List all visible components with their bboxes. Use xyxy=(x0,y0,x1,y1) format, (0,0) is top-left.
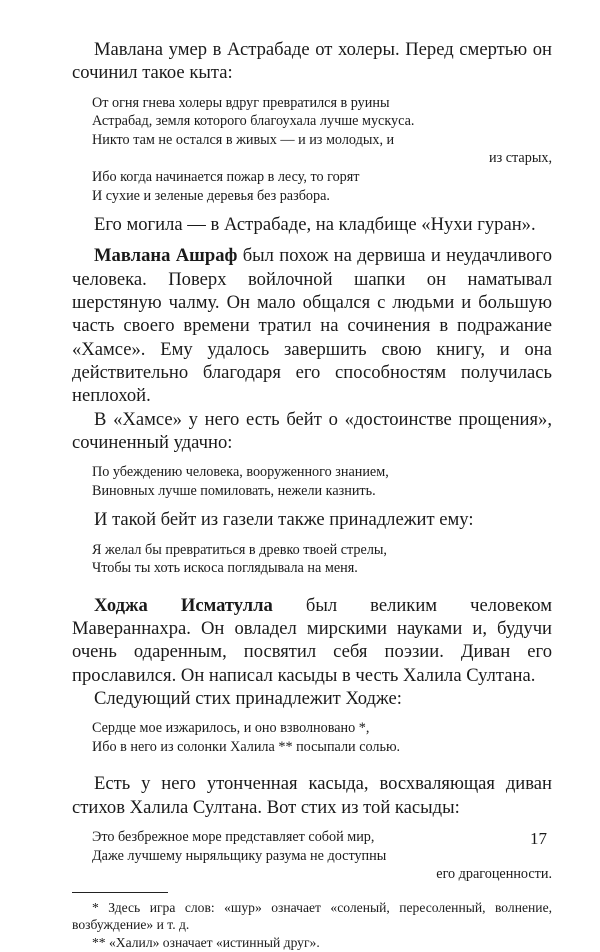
paragraph-mavlana-ashraf xyxy=(72,244,552,407)
verse-line: Даже лучшему ныряльщику разума не доступны xyxy=(92,847,387,864)
paragraph-text: был похож на дервиша и неудачливого человека. Поверх войлочной шапки он наматывал шерстяную чалму. Он мало общался с людьми и большую часть своего времени тратил на сочинения в подражание «Хамсе». Ему удалось завершить свою книгу, и она действительно благодаря его способностям получилась неплохой. xyxy=(72,245,552,407)
footnote-1: * Здесь игра слов: «шур» означает «соленый, пересоленный, волнение, возбуждение» и т. д. xyxy=(72,899,552,933)
verse-line: Ибо когда начинается пожар в лесу, то горят xyxy=(92,168,360,185)
paragraph-text: был великим человеком Мавераннахра. Он овладел мирскими науками и, будучи очень одаренным, посвятил себя поэзии. Диван его прославился. Он написал касыды в честь Халила Султана. xyxy=(72,594,553,686)
name-khodja-ismatulla: Ходжа Исматулла xyxy=(94,594,273,616)
verse-line: Виновных лучше помиловать, нежели казнить. xyxy=(92,482,376,499)
verse-line-continuation: из старых, xyxy=(489,150,552,167)
verse-line: Астрабад, земля которого благоухала лучше мускуса. xyxy=(92,113,415,130)
paragraph-kasyda: Есть у него утонченная касыда, восхваляющая диван стихов Халила Султана. Вот стих из той касыды: xyxy=(72,773,552,818)
footnote-2: ** «Халил» означает «истинный друг». xyxy=(92,935,320,951)
verse-line: Чтобы ты хоть искоса поглядывала на меня. xyxy=(92,560,358,577)
verse-line: И сухие и зеленые деревья без разбора. xyxy=(92,187,330,204)
paragraph-khamse-beit: В «Хамсе» у него есть бейт о «достоинстве прощения», сочиненный удачно: xyxy=(72,408,552,453)
verse-line: Это безбрежное море представляет собой мир, xyxy=(92,829,375,846)
verse-line: Ибо в него из солонки Халила ** посыпали солью. xyxy=(92,738,401,755)
verse-sea xyxy=(92,828,552,884)
verse-line: Сердце мое изжарилось, и оно взволновано *, xyxy=(92,720,370,737)
paragraph-next-verse: Следующий стих принадлежит Ходже: xyxy=(94,687,402,709)
page-number: 17 xyxy=(530,829,547,848)
verse-line-continuation: его драгоценности. xyxy=(436,866,552,883)
page-body xyxy=(72,38,552,952)
verse-forgiveness xyxy=(92,463,552,500)
verse-line: Никто там не остался в живых — и из молодых, и xyxy=(92,131,395,148)
paragraph-grave: Его могила — в Астрабаде, на кладбище «Нухи гуран». xyxy=(94,214,536,236)
paragraph-gazel-beit: И такой бейт из газели также принадлежит ему: xyxy=(94,509,474,531)
footnote-divider xyxy=(72,892,168,893)
verse-line: От огня гнева холеры вдруг превратился в руины xyxy=(92,94,390,111)
verse-heart xyxy=(92,719,552,756)
paragraph-khodja-ismatulla xyxy=(72,594,552,687)
paragraph-death-of-mavlana: Мавлана умер в Астрабаде от холеры. Перед смертью он сочинил такое кыта: xyxy=(72,39,552,84)
verse-arrow xyxy=(92,541,552,578)
verse-line: Я желал бы превратиться в древко твоей стрелы, xyxy=(92,541,387,558)
name-mavlana-ashraf: Мавлана Ашраф xyxy=(94,245,238,267)
verse-kyta xyxy=(92,94,552,206)
verse-line: По убеждению человека, вооруженного знанием, xyxy=(92,464,389,481)
